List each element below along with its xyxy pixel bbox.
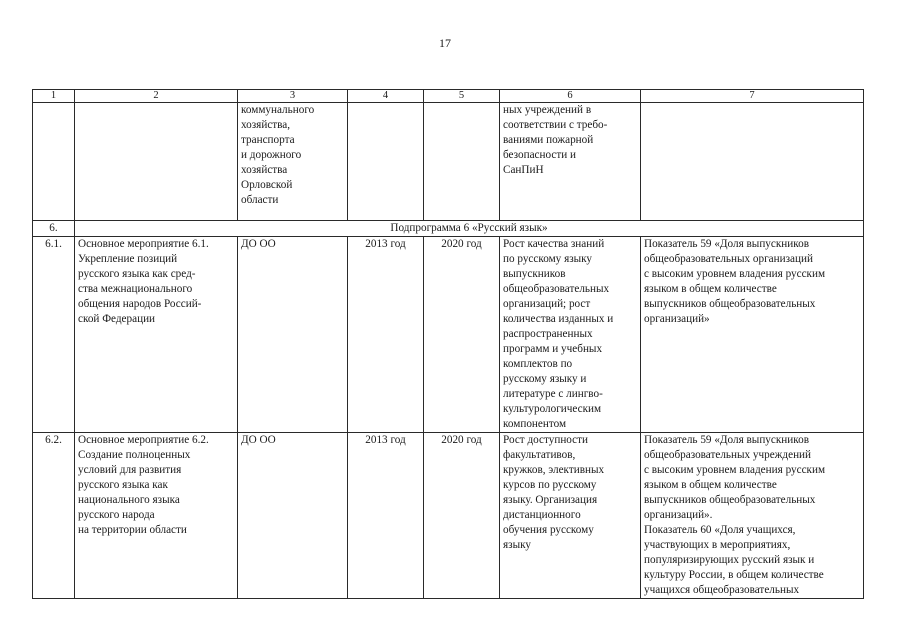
column-header: 4: [348, 90, 424, 103]
cell-line: организаций; рост: [503, 298, 591, 310]
cell-line: русского языка как сред-: [78, 268, 196, 280]
row-number: 6.2.: [33, 433, 75, 599]
activity-cell: [75, 433, 238, 599]
cell-line: русского народа: [78, 509, 155, 521]
cell-line: комплектов по: [503, 358, 573, 370]
cell-line: ства межнационального: [78, 283, 193, 295]
column-header: 7: [641, 90, 864, 103]
cell-line: общеобразовательных организаций: [644, 253, 813, 265]
cell-line: Показатель 60 «Доля учащихся,: [644, 524, 796, 536]
indicator-cell: [641, 433, 864, 599]
executor-cell: [238, 103, 348, 221]
table-cell: [348, 103, 424, 221]
cell-line: СанПиН: [503, 164, 544, 176]
cell-line: общеобразовательных учреждений: [644, 449, 812, 461]
cell-line: выпускников общеобразовательных: [644, 298, 816, 310]
cell-line: области: [241, 194, 279, 206]
cell-line: русского языка как: [78, 479, 168, 491]
table-cell: [641, 103, 864, 221]
cell-line: Показатель 59 «Доля выпускников: [644, 238, 810, 250]
cell-line: участвующих в мероприятиях,: [644, 539, 791, 551]
cell-line: на территории области: [78, 524, 187, 536]
cell-line: дистанционного: [503, 509, 581, 521]
result-cell: [500, 433, 641, 599]
cell-line: компонентом: [503, 418, 567, 430]
end-year-cell: 2020 год: [424, 433, 500, 599]
cell-line: кружков, элективных: [503, 464, 605, 476]
section-title: Подпрограмма 6 «Русский язык»: [75, 221, 864, 237]
table-row: [33, 433, 864, 599]
cell-line: и дорожного: [241, 149, 302, 161]
cell-line: ской Федерации: [78, 313, 156, 325]
cell-line: обучения русскому: [503, 524, 594, 536]
cell-line: Орловской: [241, 179, 293, 191]
cell-line: коммунального: [241, 104, 315, 116]
cell-line: организаций».: [644, 509, 713, 521]
cell-line: с высоким уровнем владения русским: [644, 464, 826, 476]
cell-line: общения народов Россий-: [78, 298, 202, 310]
section-row: [33, 221, 864, 237]
cell-line: языком в общем количестве: [644, 283, 777, 295]
cell-line: распространенных: [503, 328, 593, 340]
cell-line: организаций»: [644, 313, 710, 325]
cell-line: Показатель 59 «Доля выпускников: [644, 434, 810, 446]
cell-line: языку. Организация: [503, 494, 598, 506]
table-cell: [424, 103, 500, 221]
cell-line: транспорта: [241, 134, 295, 146]
column-header: 5: [424, 90, 500, 103]
cell-line: культурологическим: [503, 403, 602, 415]
cell-line: факультативов,: [503, 449, 576, 461]
cell-line: национального языка: [78, 494, 180, 506]
row-number: 6.1.: [33, 237, 75, 433]
cell-line: ных учреждений в: [503, 104, 592, 116]
result-cell: [500, 237, 641, 433]
table-row: [33, 237, 864, 433]
cell-line: языком в общем количестве: [644, 479, 777, 491]
cell-line: Укрепление позиций: [78, 253, 178, 265]
cell-line: литературе с лингво-: [503, 388, 603, 400]
cell-line: общеобразовательных: [503, 283, 610, 295]
program-table: [32, 89, 864, 599]
page-number: 17: [439, 36, 451, 50]
cell-line: курсов по русскому: [503, 479, 597, 491]
cell-line: соответствии с требо-: [503, 119, 608, 131]
cell-line: безопасности и: [503, 149, 576, 161]
executor-cell: ДО ОО: [238, 237, 348, 433]
activity-cell: [75, 237, 238, 433]
cell-line: Рост доступности: [503, 434, 589, 446]
cell-line: Создание полноценных: [78, 449, 191, 461]
table-cell: [33, 103, 75, 221]
cell-line: хозяйства: [241, 164, 288, 176]
cell-line: учащихся общеобразовательных: [644, 584, 800, 596]
cell-line: выпускников: [503, 268, 566, 280]
cell-line: по русскому языку: [503, 253, 593, 265]
cell-line: Основное мероприятие 6.1.: [78, 238, 209, 250]
column-header: 6: [500, 90, 641, 103]
column-header: 3: [238, 90, 348, 103]
end-year-cell: 2020 год: [424, 237, 500, 433]
cell-line: русскому языку и: [503, 373, 587, 385]
column-header: 2: [75, 90, 238, 103]
cell-line: условий для развития: [78, 464, 182, 476]
cell-line: программ и учебных: [503, 343, 603, 355]
continuation-row: [33, 103, 864, 221]
column-header: 1: [33, 90, 75, 103]
cell-line: Основное мероприятие 6.2.: [78, 434, 209, 446]
indicator-cell: [641, 237, 864, 433]
section-number: 6.: [33, 221, 75, 237]
cell-line: количества изданных и: [503, 313, 614, 325]
result-cell: [500, 103, 641, 221]
executor-cell: ДО ОО: [238, 433, 348, 599]
cell-line: ваниями пожарной: [503, 134, 594, 146]
start-year-cell: 2013 год: [348, 433, 424, 599]
cell-line: Рост качества знаний: [503, 238, 605, 250]
cell-line: хозяйства,: [241, 119, 291, 131]
start-year-cell: 2013 год: [348, 237, 424, 433]
cell-line: языку: [503, 539, 531, 551]
cell-line: с высоким уровнем владения русским: [644, 268, 826, 280]
cell-line: выпускников общеобразовательных: [644, 494, 816, 506]
cell-line: культуру России, в общем количестве: [644, 569, 824, 581]
column-header-row: [33, 90, 864, 103]
cell-line: популяризирующих русский язык и: [644, 554, 815, 566]
table-cell: [75, 103, 238, 221]
